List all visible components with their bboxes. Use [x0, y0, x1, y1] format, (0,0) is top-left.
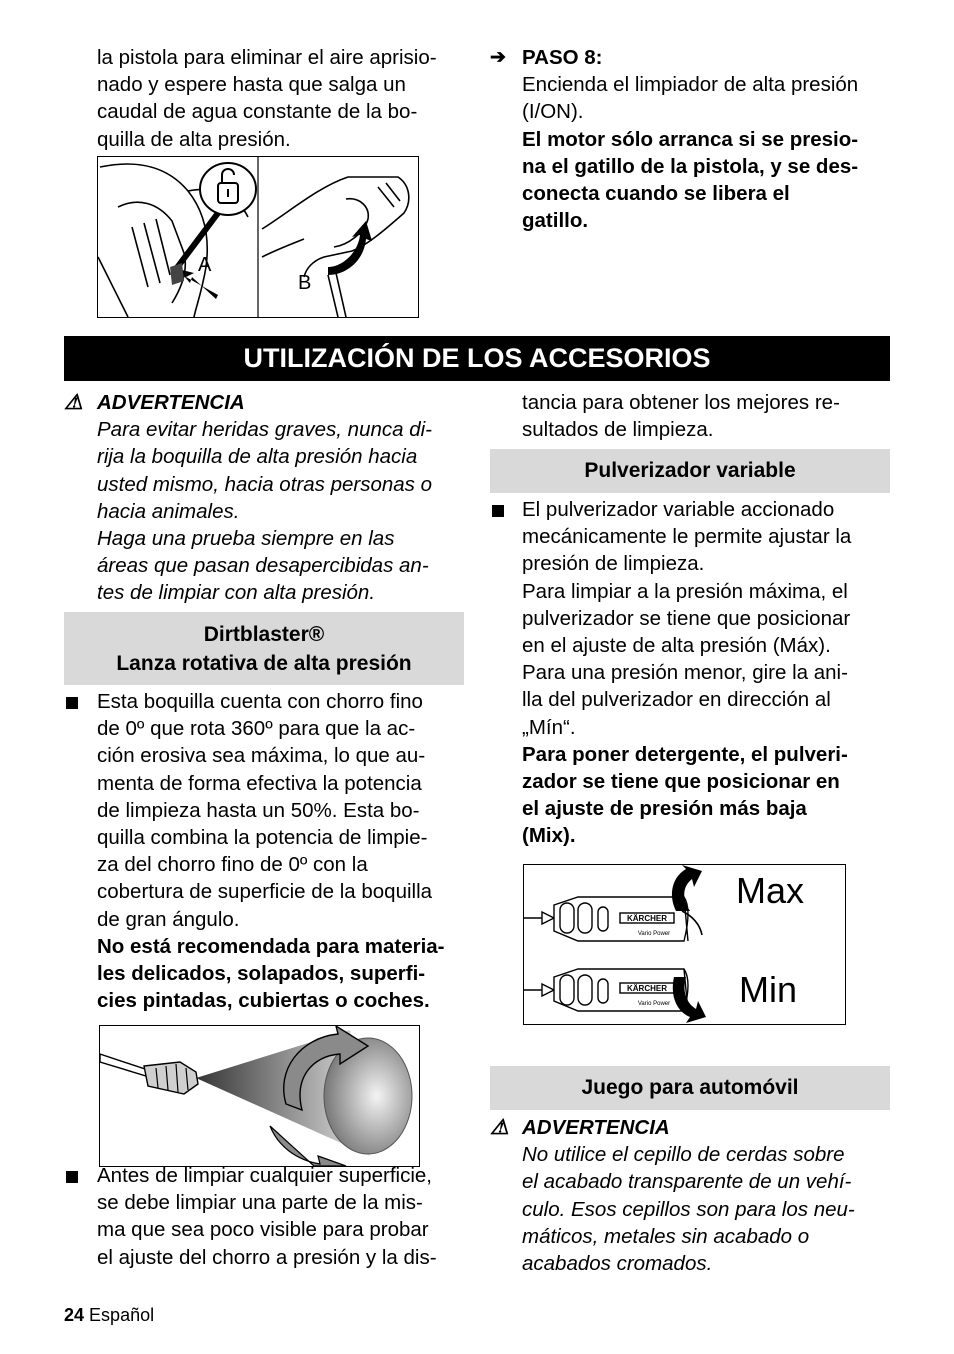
test-area-description: Antes de limpiar cualquier superficie, se debe limpiar una parte de la mis- ma que sea poco visible para probar el ajuste del chorro a presión y la dis- [97, 1164, 437, 1269]
juego-automovil-subhead: Juego para automóvil [490, 1066, 890, 1110]
label-a: A [198, 254, 212, 276]
gun-trigger-drawing [262, 177, 409, 317]
warning-block-left: ADVERTENCIA Para evitar heridas graves, nunca di- rija la boquilla de alta presión hacia usted mismo, hacia otras personas o hacia animales. Haga una prueba siempre en las áreas que pasan desapercibidas an- tes de limpiar con alta presión. [97, 391, 433, 605]
warning-icon: ⚠ [64, 391, 83, 414]
rotate-down-arrow-icon [673, 977, 706, 1023]
lance-tube [100, 1054, 148, 1076]
warning-block-right: ADVERTENCIA No utilice el cepillo de cerdas sobre el acabado transparente de un vehí- culo. Esos cepillos son para los neu- máticos, metales sin acabado o acabados cromados. [522, 1116, 855, 1276]
step-8-block: PASO 8: Encienda el limpiador de alta presión (I/ON). El motor sólo arranca si se presio- na el gatillo de la pistola, y se des- conecta cuando se libera el gatillo. [522, 46, 859, 233]
max-label: Max [736, 870, 805, 911]
dirtblaster-description: Esta boquilla cuenta con chorro fino de 0º que rota 360º para que la ac- ción erosiva sea máxima, lo que au- menta de forma efectiva la potencia de limpieza hasta un 50%. Esta bo- quilla combina la potencia de limpie- za del chorro fino de 0º con la cobertura de superficie de la boquilla de gran ángulo. No está recomendada para materia- les delicados, solapados, superfi- cies pintadas, cubiertas o coches. [97, 690, 445, 1013]
brand-label-bottom: KÄRCHER [627, 984, 667, 993]
pulverizador-subhead: Pulverizador variable [490, 449, 890, 493]
bullet-marker [66, 1171, 78, 1183]
warning-icon: ⚠ [490, 1116, 509, 1139]
pointer-line [176, 213, 218, 269]
page-footer [64, 1303, 154, 1327]
warning-title: ADVERTENCIA [97, 391, 245, 414]
curved-arrow-icon [328, 221, 372, 275]
step-arrow-icon: ➔ [490, 47, 506, 68]
top-left-text: la pistola para eliminar el aire aprisio- nado y espere hasta que salga un caudal de agua constante de la bo- quilla de alta presión. [97, 46, 437, 151]
padlock-icon [200, 163, 256, 215]
bullet-marker [492, 505, 504, 517]
vario-power-figure [523, 864, 846, 1025]
min-label: Min [739, 969, 798, 1010]
label-b: B [298, 272, 312, 294]
step-title: PASO 8: [522, 46, 603, 69]
page-number: 24 [64, 1305, 85, 1325]
impact-disc [324, 1038, 412, 1154]
right-continuation: tancia para obtener los mejores re- sultados de limpieza. [522, 391, 840, 442]
rotating-nozzle-figure [99, 1025, 420, 1167]
dirtblaster-subhead: Dirtblaster® Lanza rotativa de alta presión [64, 612, 464, 685]
section-banner: UTILIZACIÓN DE LOS ACCESORIOS [64, 336, 890, 381]
spray-gun-lock-figure [97, 156, 419, 318]
pulverizador-description: El pulverizador variable accionado mecánicamente le permite ajustar la presión de limpieza. Para limpiar a la presión máxima, el pulverizador se tiene que posicionar en el ajuste de alta presión (Máx). Para una presión menor, gire la ani- lla del pulverizador en dirección al „Mín“. Para poner detergente, el pulveri- zador se tiene que posicionar en el ajuste de presión más baja (Mix). [522, 498, 852, 848]
model-label-bottom: Vario Power [637, 1001, 671, 1007]
page-language: Español [89, 1305, 155, 1325]
warning-title: ADVERTENCIA [522, 1116, 670, 1139]
nozzle-drawing [144, 1062, 198, 1094]
bullet-marker [66, 697, 78, 709]
model-label-top: Vario Power [637, 931, 671, 937]
brand-label-top: KÄRCHER [627, 914, 667, 923]
